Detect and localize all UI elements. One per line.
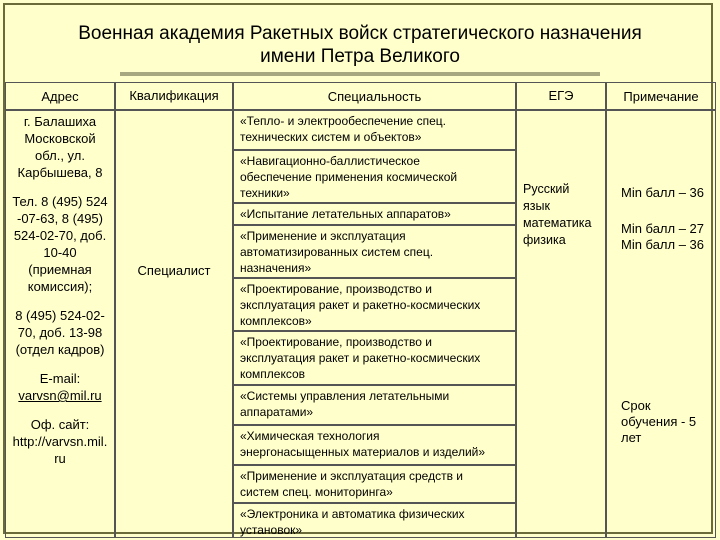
address-line-3: обл., ул.	[35, 148, 85, 163]
specialty-line: автоматизированных систем спец.	[240, 245, 434, 259]
qualification-value: Специалист	[137, 263, 211, 278]
header-address: Адрес	[5, 82, 115, 110]
phone-1-line-5: (приемная	[28, 262, 92, 277]
site-link-line-2[interactable]: ru	[54, 451, 66, 466]
specialty-row	[233, 503, 516, 538]
ege-cell	[516, 110, 606, 538]
specialty-line: эксплуатация ракет и ракетно-космических	[240, 351, 481, 365]
address-line-1: г. Балашиха	[23, 114, 97, 129]
specialty-line: технических систем и объектов»	[240, 130, 422, 144]
specialty-line: «Тепло- и электрообеспечение спец.	[240, 114, 446, 128]
phone-1-line-1: Тел. 8 (495) 524	[12, 194, 108, 209]
header-specialty: Специальность	[233, 82, 516, 110]
title-divider	[120, 72, 600, 76]
specialty-line: обеспечение применения космической	[240, 170, 458, 184]
page-title	[0, 22, 720, 68]
specialty-row	[233, 425, 516, 465]
phone-1-line-4: 10-40	[43, 245, 77, 260]
specialty-row	[233, 385, 516, 425]
ege-subject: математика	[523, 216, 592, 230]
note-duration-line-1: Срок	[621, 398, 651, 413]
header-qualification: Квалификация	[115, 82, 233, 110]
site-link-line-1[interactable]: http://varvsn.mil.	[12, 434, 108, 449]
specialty-row	[233, 465, 516, 503]
note-min-score-1: Min балл – 36	[621, 185, 705, 200]
specialty-line: «Проектирование, производство и	[240, 282, 432, 296]
header-ege: ЕГЭ	[516, 82, 606, 110]
phone-1-line-6: комиссия);	[27, 279, 93, 294]
specialty-row	[233, 203, 516, 225]
specialty-line: техники»	[240, 186, 290, 200]
ege-subject: Русский	[523, 182, 570, 196]
specialty-line: «Проектирование, производство и	[240, 335, 432, 349]
specialty-row	[233, 225, 516, 278]
email-label: E-mail:	[39, 371, 81, 386]
address-cell	[5, 110, 115, 538]
specialty-row	[233, 278, 516, 331]
specialty-line: комплексов»	[240, 314, 312, 328]
specialty-row	[233, 331, 516, 385]
title-line-1: Военная академия Ракетных войск стратегического назначения	[78, 23, 642, 44]
specialty-line: установок»	[240, 523, 303, 537]
specialty-line: комплексов	[240, 367, 306, 381]
address-line-2: Московской	[24, 131, 96, 146]
site-label: Оф. сайт:	[30, 417, 90, 432]
note-cell	[606, 110, 716, 538]
title-line-2: имени Петра Великого	[260, 46, 460, 67]
qualification-cell	[115, 110, 233, 538]
note-min-score-2: Min балл – 27	[621, 221, 705, 236]
ege-subject: физика	[523, 233, 566, 247]
note-duration-line-3: лет	[621, 430, 642, 445]
email-link[interactable]: varvsn@mil.ru	[18, 388, 102, 403]
specialty-line: аппаратами»	[240, 405, 314, 419]
address-line-4: Карбышева, 8	[17, 165, 103, 180]
specialty-line: «Системы управления летательными	[240, 389, 450, 403]
specialty-line: «Испытание летательных аппаратов»	[240, 207, 451, 221]
specialty-row	[233, 150, 516, 203]
specialty-row	[233, 110, 516, 150]
specialty-line: энергонасыщенных материалов и изделий»	[240, 445, 486, 459]
specialty-line: «Применение и эксплуатация	[240, 229, 406, 243]
ege-subject: язык	[523, 199, 550, 213]
phone-2-line-2: 70, доб. 13-98	[17, 325, 103, 340]
specialty-line: «Применение и эксплуатация средств и	[240, 469, 463, 483]
specialty-line: эксплуатация ракет и ракетно-космических	[240, 298, 481, 312]
specialty-line: «Химическая технология	[240, 429, 380, 443]
specialty-line: «Электроника и автоматика физических	[240, 507, 465, 521]
specialty-line: систем спец. мониторинга»	[240, 485, 393, 499]
specialty-line: назначения»	[240, 261, 312, 275]
note-duration-line-2: обучения - 5	[621, 414, 697, 429]
note-min-score-3: Min балл – 36	[621, 237, 705, 252]
phone-2-line-3: (отдел кадров)	[15, 342, 105, 357]
header-note: Примечание	[606, 82, 716, 110]
specialty-line: «Навигационно-баллистическое	[240, 154, 420, 168]
phone-1-line-3: 524-02-70, доб.	[13, 228, 107, 243]
phone-1-line-2: -07-63, 8 (495)	[17, 211, 103, 226]
phone-2-line-1: 8 (495) 524-02-	[15, 308, 105, 323]
